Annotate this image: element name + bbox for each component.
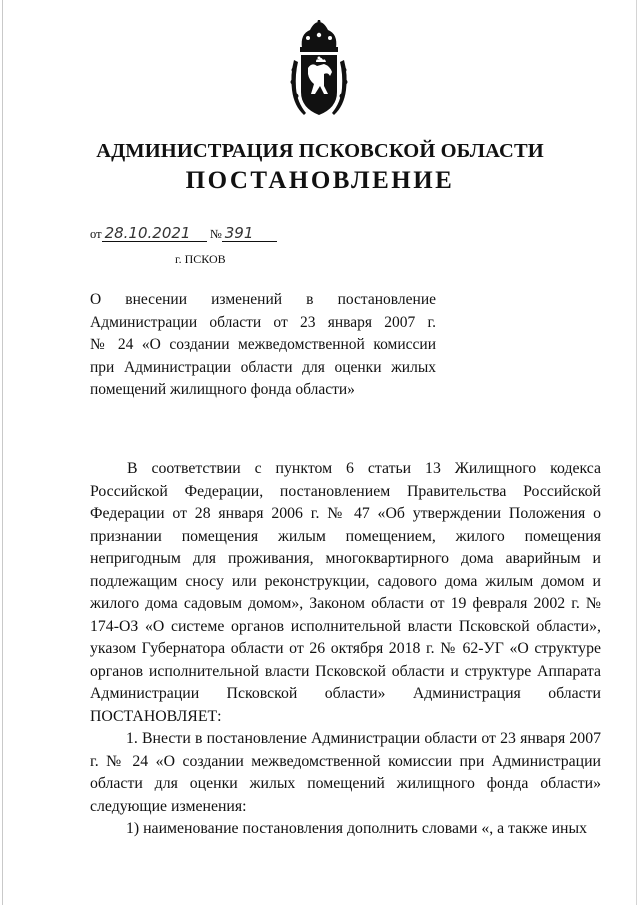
subject-line: помещений жилищного фонда области» <box>90 381 355 399</box>
document-date-number-line <box>90 225 277 242</box>
organization-title: АДМИНИСТРАЦИЯ ПСКОВСКОЙ ОБЛАСТИ <box>96 140 544 162</box>
document-type-heading: ПОСТАНОВЛЕНИЕ <box>185 167 455 194</box>
subject-line: при Администрации области для оценки жилых <box>90 358 436 376</box>
date-prefix: от <box>90 227 102 241</box>
subject-line: № 24 «О создании межведомственной комиссии <box>90 336 436 354</box>
shield-icon <box>301 55 337 115</box>
clause-1-paragraph: 1. Внести в постановление Администрации области от 23 января 2007 г. № 24 «О создании межведомственной комиссии при Администрации области для оценки жилых помещений жилищного фонда области» следующие изменения: <box>90 730 601 815</box>
preamble-paragraph: В соответствии с пунктом 6 статьи 13 Жилищного кодекса Российской Федерации, постановлением Правительства Российской Федерации от 28 января 2006 г. № 47 «Об утверждении Положения о признании помещения жилым помещением, жилого помещения непригодным для проживания, многоквартирного дома аварийным и подлежащим сносу или реконструкции, садового дома жилым домом и жилого дома садовым домом», Законом области от 19 февраля 2002 г. № 174-ОЗ «О системе органов исполнительной власти Псковской области», указом Губернатора области от 26 октября 2018 г. № 62-УГ «О структуре органов исполнительной власти Псковской области и структуре Аппарата Администрации Псковской области» Администрация области ПОСТАНОВЛЯЕТ: <box>90 460 601 725</box>
city-label: г. ПСКОВ <box>175 252 226 266</box>
handwritten-date: 28.10.2021 <box>102 225 207 242</box>
coat-of-arms-emblem <box>288 20 350 120</box>
page-edge-right <box>636 0 637 905</box>
subject-line: О внесении изменений в постановление <box>90 291 436 308</box>
page-edge-left <box>2 0 3 905</box>
handwritten-number: 391 <box>222 225 277 242</box>
document-body <box>90 458 601 841</box>
crown-icon <box>300 20 338 52</box>
clause-1-item-1-paragraph: 1) наименование постановления дополнить словами «, а также иных <box>126 820 588 837</box>
number-prefix: № <box>209 227 222 241</box>
document-subject <box>90 289 436 402</box>
subject-line: Администрации области от 23 января 2007 г. <box>90 313 436 331</box>
